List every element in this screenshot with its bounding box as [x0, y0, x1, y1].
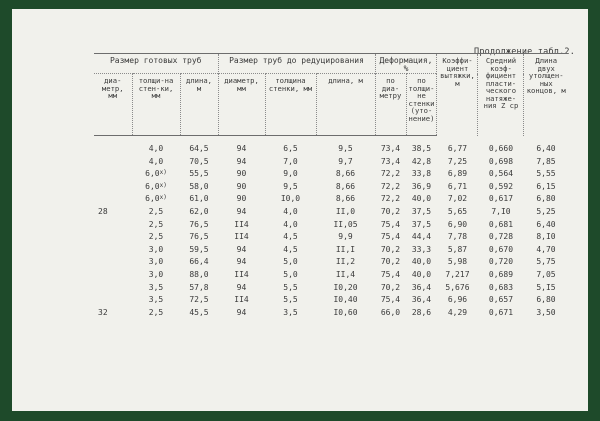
cell-ends-length: 5,25	[536, 206, 556, 216]
cell-draw-coefficient: 5,676	[445, 282, 470, 292]
cell-ends-length: 4,70	[536, 244, 556, 254]
cell-def-diameter: 70,2	[380, 206, 401, 216]
cell-pre-length: 9,9	[338, 232, 353, 242]
cell-finished-wall: 3,0	[148, 257, 164, 267]
table-caption: Продолжение табл.2.	[474, 47, 576, 57]
cell-pre-diameter: 94	[236, 206, 247, 216]
cell-pre-length: 8,66	[335, 194, 356, 204]
cell-def-diameter: 75,4	[380, 295, 401, 305]
cell-pre-wall: 4,5	[283, 244, 298, 254]
header-pre-length: длина, м	[316, 74, 375, 136]
cell-pre-wall: 9,5	[283, 181, 298, 191]
cell-pre-diameter: 90	[236, 169, 247, 179]
cell-finished-wall: 3,0	[148, 244, 164, 254]
cell-ends-length: 6,40	[536, 219, 556, 229]
cell-pre-diameter: II4	[234, 232, 249, 242]
cell-def-diameter: 75,4	[380, 269, 401, 279]
cell-pre-wall: I0,0	[280, 194, 301, 204]
header-finished-length: длина, м	[180, 74, 218, 136]
cell-pre-length: II,05	[333, 219, 358, 229]
cell-finished-diameter	[94, 170, 132, 183]
cell-pre-wall: 3,5	[283, 307, 298, 317]
header-avg-tension-coefficient: Средний коэф-фициент пласти-ческого натяже-ния Z ср	[478, 54, 524, 136]
footnote-mark: x)	[159, 181, 167, 189]
cell-def-diameter: 70,2	[380, 282, 401, 292]
cell-pre-length: 8,66	[335, 169, 356, 179]
document-page	[12, 9, 588, 411]
data-table	[94, 53, 568, 321]
cell-pre-diameter: 94	[236, 257, 247, 267]
cell-def-diameter: 70,2	[380, 257, 401, 267]
cell-ends-length: 6,15	[536, 181, 556, 191]
cell-pre-diameter: 94	[236, 244, 247, 254]
cell-avg-coefficient: 7,I0	[491, 206, 511, 216]
header-finished-diameter: диа-метр, мм	[94, 74, 132, 136]
cell-finished-wall: 6,0$^{x)}$	[145, 169, 167, 179]
cell-finished-diameter	[94, 246, 132, 259]
header-finished-size: Размер готовых труб	[94, 54, 218, 74]
cell-avg-coefficient: 0,617	[488, 194, 514, 204]
header-pre-wall: толщина стенки, мм	[265, 74, 316, 136]
cell-ends-length: 6,80	[536, 295, 556, 305]
cell-avg-coefficient: 0,670	[488, 244, 514, 254]
cell-finished-diameter	[94, 284, 132, 297]
cell-finished-wall: 2,5	[148, 219, 164, 229]
cell-draw-coefficient: 6,96	[447, 295, 468, 305]
cell-finished-wall: 2,5	[148, 232, 164, 242]
header-deformation-diameter: по диа-метру	[375, 74, 406, 136]
cell-pre-wall: 5,5	[283, 295, 298, 305]
cell-finished-diameter	[94, 221, 132, 234]
cell-finished-length: 62,0	[189, 206, 209, 216]
cell-finished-wall: 3,0	[148, 269, 164, 279]
cell-draw-coefficient: 6,90	[447, 219, 468, 229]
header-pre-reduction-size: Размер труб до редуцирования	[218, 54, 375, 74]
cell-def-wall: 42,8	[411, 156, 432, 166]
cell-finished-wall: 4,0	[148, 156, 164, 166]
cell-finished-diameter	[94, 233, 132, 246]
cell-ends-length: 7,85	[536, 156, 556, 166]
cell-pre-length: I0,60	[333, 307, 358, 317]
cell-def-diameter: 66,0	[380, 307, 401, 317]
cell-pre-diameter: II4	[234, 219, 249, 229]
cell-draw-coefficient: 6,71	[447, 181, 468, 191]
cell-finished-length: 88,0	[189, 269, 209, 279]
cell-draw-coefficient: 7,78	[447, 232, 468, 242]
cell-pre-diameter: 94	[236, 156, 247, 166]
cell-avg-coefficient: 0,564	[488, 169, 514, 179]
cell-avg-coefficient: 0,660	[488, 143, 514, 153]
cell-finished-length: 72,5	[189, 295, 209, 305]
cell-def-wall: 37,5	[411, 206, 432, 216]
cell-avg-coefficient: 0,698	[488, 156, 514, 166]
cell-def-wall: 40,0	[411, 257, 432, 267]
cell-finished-diameter	[94, 183, 132, 196]
cell-draw-coefficient: 6,89	[447, 169, 468, 179]
cell-pre-diameter: 90	[236, 194, 247, 204]
cell-finished-diameter	[94, 136, 132, 158]
cell-pre-length: 9,7	[338, 156, 353, 166]
cell-finished-length: 76,5	[189, 219, 209, 229]
cell-ends-length: 5,75	[536, 257, 556, 267]
cell-pre-length: II,4	[335, 269, 356, 279]
cell-finished-length: 58,0	[189, 181, 209, 191]
cell-ends-length: 6,80	[536, 194, 556, 204]
cell-pre-diameter: 90	[236, 181, 247, 191]
cell-def-diameter: 75,4	[380, 232, 401, 242]
cell-avg-coefficient: 0,671	[488, 307, 514, 317]
table-body	[94, 136, 568, 322]
cell-def-diameter: 72,2	[380, 181, 401, 191]
cell-finished-wall: 4,0	[148, 144, 164, 153]
cell-draw-coefficient: 7,217	[445, 269, 470, 279]
cell-finished-wall: 6,0$^{x)}$	[145, 194, 167, 204]
cell-def-diameter: 72,2	[380, 194, 401, 204]
cell-def-wall: 36,4	[411, 282, 432, 292]
cell-pre-diameter: II4	[234, 295, 249, 305]
cell-draw-coefficient: 5,87	[447, 244, 468, 254]
cell-finished-length: 61,0	[189, 194, 209, 204]
cell-finished-length: 59,5	[189, 244, 209, 254]
cell-def-wall: 44,4	[411, 232, 432, 242]
cell-def-wall: 40,0	[411, 269, 432, 279]
cell-pre-wall: 5,5	[283, 282, 298, 292]
cell-def-diameter: 73,4	[380, 156, 401, 166]
cell-def-wall: 33,8	[411, 169, 432, 179]
header-pre-diameter: диаметр, мм	[218, 74, 265, 136]
cell-draw-coefficient: 4,29	[447, 307, 468, 317]
cell-draw-coefficient: 7,25	[447, 156, 468, 166]
header-draw-coefficient: Коэффи-циент вытяжки, м	[437, 54, 478, 136]
cell-pre-diameter: 94	[236, 307, 247, 317]
cell-finished-length: 57,8	[189, 282, 209, 292]
cell-draw-coefficient: 6,77	[447, 143, 468, 153]
cell-def-wall: 28,6	[411, 307, 432, 317]
header-deformation: Деформация, %	[375, 54, 437, 74]
cell-pre-length: II,0	[335, 206, 356, 216]
cell-ends-length: 7,05	[536, 269, 556, 279]
cell-def-wall: 36,9	[411, 181, 432, 191]
table-row	[94, 309, 568, 322]
cell-def-diameter: 72,2	[380, 169, 401, 179]
cell-finished-wall: 3,5	[148, 282, 164, 292]
cell-finished-length: 70,5	[189, 156, 209, 166]
cell-pre-diameter: 94	[236, 144, 247, 153]
cell-ends-length: 3,50	[536, 307, 556, 317]
cell-pre-length: 8,66	[335, 181, 356, 191]
cell-def-wall: 33,3	[411, 244, 432, 254]
header-finished-wall: толщи-на стен-ки, мм	[132, 74, 180, 136]
cell-finished-diameter	[94, 158, 132, 171]
table-row	[94, 136, 568, 158]
cell-pre-wall: 5,0	[283, 269, 298, 279]
cell-finished-diameter: 28	[98, 206, 108, 216]
cell-pre-wall: 7,0	[283, 156, 298, 166]
cell-draw-coefficient: 5,98	[447, 257, 468, 267]
cell-ends-length: 5,I5	[536, 282, 556, 292]
cell-pre-length: I0,20	[333, 282, 358, 292]
cell-pre-wall: 9,0	[283, 169, 298, 179]
cell-finished-wall: 6,0$^{x)}$	[145, 181, 167, 191]
cell-avg-coefficient: 0,728	[488, 232, 514, 242]
cell-pre-length: I0,40	[333, 295, 358, 305]
cell-finished-length: 66,4	[189, 257, 209, 267]
footnote-mark: x)	[159, 194, 167, 202]
cell-pre-length: II,2	[335, 257, 356, 267]
cell-avg-coefficient: 0,689	[488, 269, 514, 279]
cell-avg-coefficient: 0,657	[488, 295, 514, 305]
cell-pre-wall: 4,5	[283, 232, 298, 242]
cell-def-wall: 38,5	[411, 144, 432, 153]
cell-def-diameter: 73,4	[380, 144, 401, 153]
cell-ends-length: 8,I0	[536, 232, 556, 242]
cell-def-diameter: 75,4	[380, 219, 401, 229]
cell-def-wall: 40,0	[411, 194, 432, 204]
cell-pre-wall: 4,0	[283, 219, 298, 229]
cell-pre-wall: 4,0	[283, 206, 298, 216]
cell-avg-coefficient: 0,681	[488, 219, 514, 229]
cell-def-wall: 36,4	[411, 295, 432, 305]
cell-finished-diameter	[94, 271, 132, 284]
cell-pre-diameter: II4	[234, 269, 249, 279]
cell-finished-wall: 3,5	[148, 295, 164, 305]
cell-finished-diameter: 32	[98, 307, 108, 317]
header-deformation-wall: по толщи-не стенки (уто-нение)	[406, 74, 437, 136]
cell-finished-length: 45,5	[189, 307, 209, 317]
cell-finished-length: 55,5	[189, 169, 209, 179]
cell-finished-length: 76,5	[189, 232, 209, 242]
cell-finished-wall: 2,5	[148, 206, 164, 216]
cell-pre-diameter: 94	[236, 282, 247, 292]
cell-finished-wall: 2,5	[148, 307, 164, 317]
header-thickened-ends-length: Длина двух утолщен-ных концов, м	[524, 54, 568, 136]
cell-def-diameter: 70,2	[380, 244, 401, 254]
cell-avg-coefficient: 0,683	[488, 282, 514, 292]
cell-pre-wall: 5,0	[283, 257, 298, 267]
cell-pre-length: II,I	[335, 244, 356, 254]
cell-pre-wall: 6,5	[283, 144, 298, 153]
cell-ends-length: 6,40	[536, 143, 556, 153]
cell-finished-diameter	[94, 258, 132, 271]
cell-avg-coefficient: 0,592	[488, 181, 514, 191]
cell-draw-coefficient: 7,02	[447, 194, 468, 204]
cell-ends-length: 5,55	[536, 169, 556, 179]
cell-pre-length: 9,5	[338, 144, 353, 153]
cell-finished-length: 64,5	[189, 144, 209, 153]
cell-draw-coefficient: 5,65	[447, 206, 468, 216]
cell-def-wall: 37,5	[411, 219, 432, 229]
cell-avg-coefficient: 0,720	[488, 257, 514, 267]
footnote-mark: x)	[159, 169, 167, 177]
